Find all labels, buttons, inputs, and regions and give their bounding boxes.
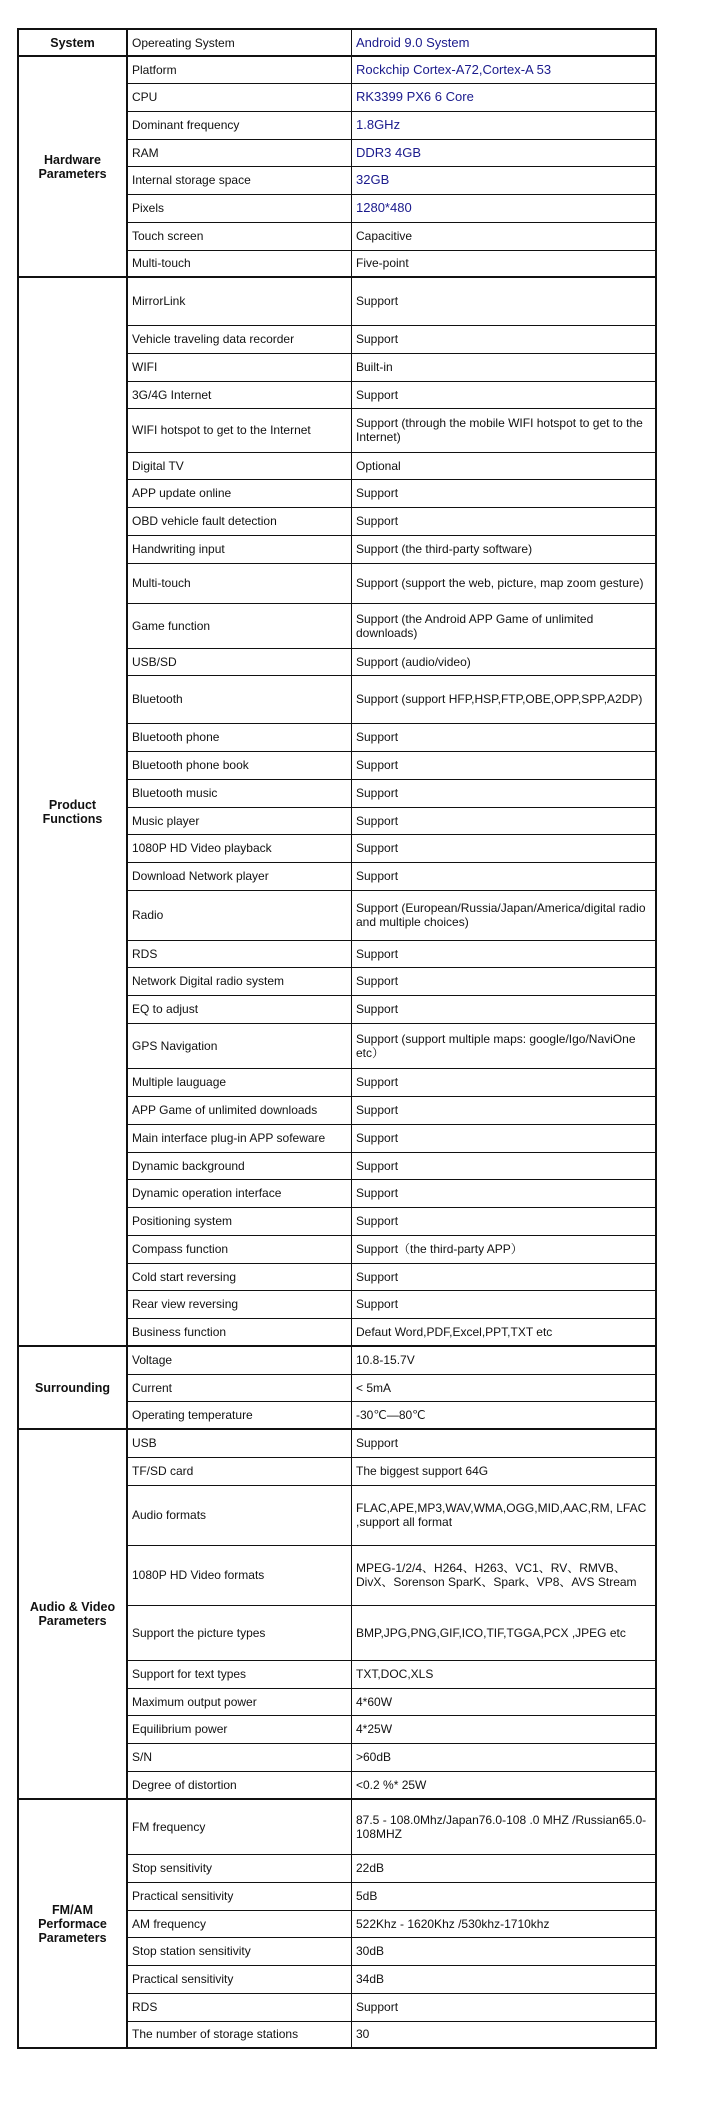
parameter-value: Support [352,779,657,807]
parameter-value: Support [352,1429,657,1457]
parameter-name: Operating temperature [127,1401,352,1429]
parameter-name: TF/SD card [127,1457,352,1485]
category-label: Hardware Parameters [18,56,127,277]
table-row [18,29,656,56]
parameter-value: Support [352,1290,657,1318]
parameter-name: Network Digital radio system [127,967,352,995]
parameter-value: 30 [352,2021,657,2048]
parameter-value: <0.2 %* 25W [352,1771,657,1799]
parameter-name: Dynamic operation interface [127,1179,352,1207]
parameter-value: Support (the third-party software) [352,535,657,563]
parameter-value: Defaut Word,PDF,Excel,PPT,TXT etc [352,1318,657,1346]
parameter-name: OBD vehicle fault detection [127,507,352,535]
parameter-name: Stop station sensitivity [127,1937,352,1965]
parameter-value: Support [352,995,657,1023]
parameter-value: The biggest support 64G [352,1457,657,1485]
parameter-value: Support (support HFP,HSP,FTP,OBE,OPP,SPP,A2DP) [352,675,657,723]
parameter-value: Support [352,381,657,408]
parameter-value: MPEG-1/2/4、H264、H263、VC1、RV、RMVB、DivX、Sorenson SparK、Spark、VP8、AVS Stream [352,1545,657,1605]
parameter-value: 1.8GHz [352,111,657,139]
parameter-name: Compass function [127,1235,352,1263]
parameter-name: Current [127,1374,352,1401]
parameter-name: Voltage [127,1346,352,1374]
parameter-value: 10.8-15.7V [352,1346,657,1374]
category-label: Audio & Video Parameters [18,1429,127,1799]
section-2 [18,277,656,1346]
parameter-name: MirrorLink [127,277,352,325]
parameter-value: Support (the Android APP Game of unlimited downloads) [352,603,657,648]
parameter-value: Optional [352,452,657,479]
parameter-name: Bluetooth phone [127,723,352,751]
parameter-value: < 5mA [352,1374,657,1401]
parameter-name: 3G/4G Internet [127,381,352,408]
category-label: Product Functions [18,277,127,1346]
parameter-value: Support (support multiple maps: google/Igo/NaviOne etc） [352,1023,657,1068]
category-label: Surrounding [18,1346,127,1429]
parameter-name: Platform [127,56,352,83]
parameter-name: CPU [127,83,352,111]
section-3 [18,1346,656,1429]
parameter-value: Support [352,479,657,507]
parameter-value: BMP,JPG,PNG,GIF,ICO,TIF,TGGA,PCX ,JPEG etc [352,1605,657,1660]
section-0 [18,29,656,56]
table-row [18,56,656,83]
parameter-name: Download Network player [127,862,352,890]
parameter-name: Practical sensitivity [127,1965,352,1993]
parameter-name: Business function [127,1318,352,1346]
category-label: System [18,29,127,56]
parameter-name: Audio formats [127,1485,352,1545]
parameter-name: Support for text types [127,1660,352,1688]
parameter-name: APP Game of unlimited downloads [127,1096,352,1124]
category-label: FM/AM Performace Parameters [18,1799,127,2048]
parameter-value: Capacitive [352,222,657,250]
parameter-name: APP update online [127,479,352,507]
parameter-value: Support [352,1207,657,1235]
parameter-name: Touch screen [127,222,352,250]
parameter-value: 1280*480 [352,194,657,222]
table-row [18,1429,656,1457]
table-row [18,277,656,325]
parameter-name: Music player [127,807,352,834]
parameter-name: RDS [127,940,352,967]
parameter-name: WIFI hotspot to get to the Internet [127,408,352,452]
parameter-name: 1080P HD Video formats [127,1545,352,1605]
parameter-value: Support [352,1179,657,1207]
parameter-name: USB/SD [127,648,352,675]
parameter-value: Five-point [352,250,657,277]
section-5 [18,1799,656,2048]
parameter-name: Multiple lauguage [127,1068,352,1096]
parameter-name: Radio [127,890,352,940]
parameter-name: FM frequency [127,1799,352,1854]
parameter-value: Support [352,940,657,967]
parameter-value: Support (support the web, picture, map zoom gesture) [352,563,657,603]
parameter-name: Rear view reversing [127,1290,352,1318]
parameter-value: Support (European/Russia/Japan/America/digital radio and multiple choices) [352,890,657,940]
parameter-value: Support [352,1096,657,1124]
parameter-name: Dynamic background [127,1152,352,1179]
parameter-value: Support [352,1068,657,1096]
parameter-name: Main interface plug-in APP sofeware [127,1124,352,1152]
parameter-name: Handwriting input [127,535,352,563]
parameter-name: RAM [127,139,352,166]
parameter-name: Support the picture types [127,1605,352,1660]
parameter-name: S/N [127,1743,352,1771]
parameter-name: AM frequency [127,1910,352,1937]
parameter-name: EQ to adjust [127,995,352,1023]
parameter-name: Bluetooth phone book [127,751,352,779]
parameter-name: Multi-touch [127,250,352,277]
parameter-name: 1080P HD Video playback [127,834,352,862]
parameter-value: Support [352,277,657,325]
parameter-value: DDR3 4GB [352,139,657,166]
parameter-name: Stop sensitivity [127,1854,352,1882]
parameter-value: Support [352,967,657,995]
parameter-value: 32GB [352,166,657,194]
parameter-value: Support [352,1152,657,1179]
parameter-value: Support [352,751,657,779]
specification-table [17,28,657,2049]
parameter-value: 4*60W [352,1688,657,1715]
parameter-value: Support [352,862,657,890]
parameter-value: Support [352,834,657,862]
parameter-name: Practical sensitivity [127,1882,352,1910]
parameter-value: Support [352,507,657,535]
parameter-value: Support [352,1124,657,1152]
parameter-value: RK3399 PX6 6 Core [352,83,657,111]
parameter-value: Support [352,723,657,751]
parameter-name: Multi-touch [127,563,352,603]
parameter-value: Android 9.0 System [352,29,657,56]
parameter-name: Maximum output power [127,1688,352,1715]
parameter-value: TXT,DOC,XLS [352,1660,657,1688]
parameter-value: Support (audio/video) [352,648,657,675]
parameter-value: Support [352,325,657,353]
parameter-name: Cold start reversing [127,1263,352,1290]
parameter-value: 30dB [352,1937,657,1965]
parameter-value: 34dB [352,1965,657,1993]
section-4 [18,1429,656,1799]
parameter-name: Bluetooth [127,675,352,723]
parameter-name: Bluetooth music [127,779,352,807]
parameter-name: Opereating System [127,29,352,56]
parameter-name: WIFI [127,353,352,381]
parameter-name: Game function [127,603,352,648]
parameter-name: Internal storage space [127,166,352,194]
parameter-name: RDS [127,1993,352,2021]
parameter-value: 22dB [352,1854,657,1882]
parameter-name: The number of storage stations [127,2021,352,2048]
parameter-value: Rockchip Cortex-A72,Cortex-A 53 [352,56,657,83]
parameter-name: USB [127,1429,352,1457]
parameter-value: Support [352,1993,657,2021]
parameter-name: Dominant frequency [127,111,352,139]
parameter-name: Vehicle traveling data recorder [127,325,352,353]
parameter-name: Digital TV [127,452,352,479]
parameter-value: >60dB [352,1743,657,1771]
section-1 [18,56,656,277]
parameter-value: 4*25W [352,1715,657,1743]
parameter-value: Support (through the mobile WIFI hotspot to get to the Internet) [352,408,657,452]
parameter-name: Positioning system [127,1207,352,1235]
parameter-value: Built-in [352,353,657,381]
parameter-value: Support [352,1263,657,1290]
parameter-value: Support [352,807,657,834]
parameter-name: GPS Navigation [127,1023,352,1068]
parameter-value: Support（the third-party APP） [352,1235,657,1263]
parameter-value: 522Khz - 1620Khz /530khz-1710khz [352,1910,657,1937]
parameter-value: 87.5 - 108.0Mhz/Japan76.0-108 .0 MHZ /Russian65.0-108MHZ [352,1799,657,1854]
table-row [18,1799,656,1854]
table-row [18,1346,656,1374]
parameter-name: Equilibrium power [127,1715,352,1743]
parameter-value: FLAC,APE,MP3,WAV,WMA,OGG,MID,AAC,RM, LFAC ,support all format [352,1485,657,1545]
parameter-value: 5dB [352,1882,657,1910]
parameter-name: Pixels [127,194,352,222]
parameter-value: -30℃—80℃ [352,1401,657,1429]
parameter-name: Degree of distortion [127,1771,352,1799]
